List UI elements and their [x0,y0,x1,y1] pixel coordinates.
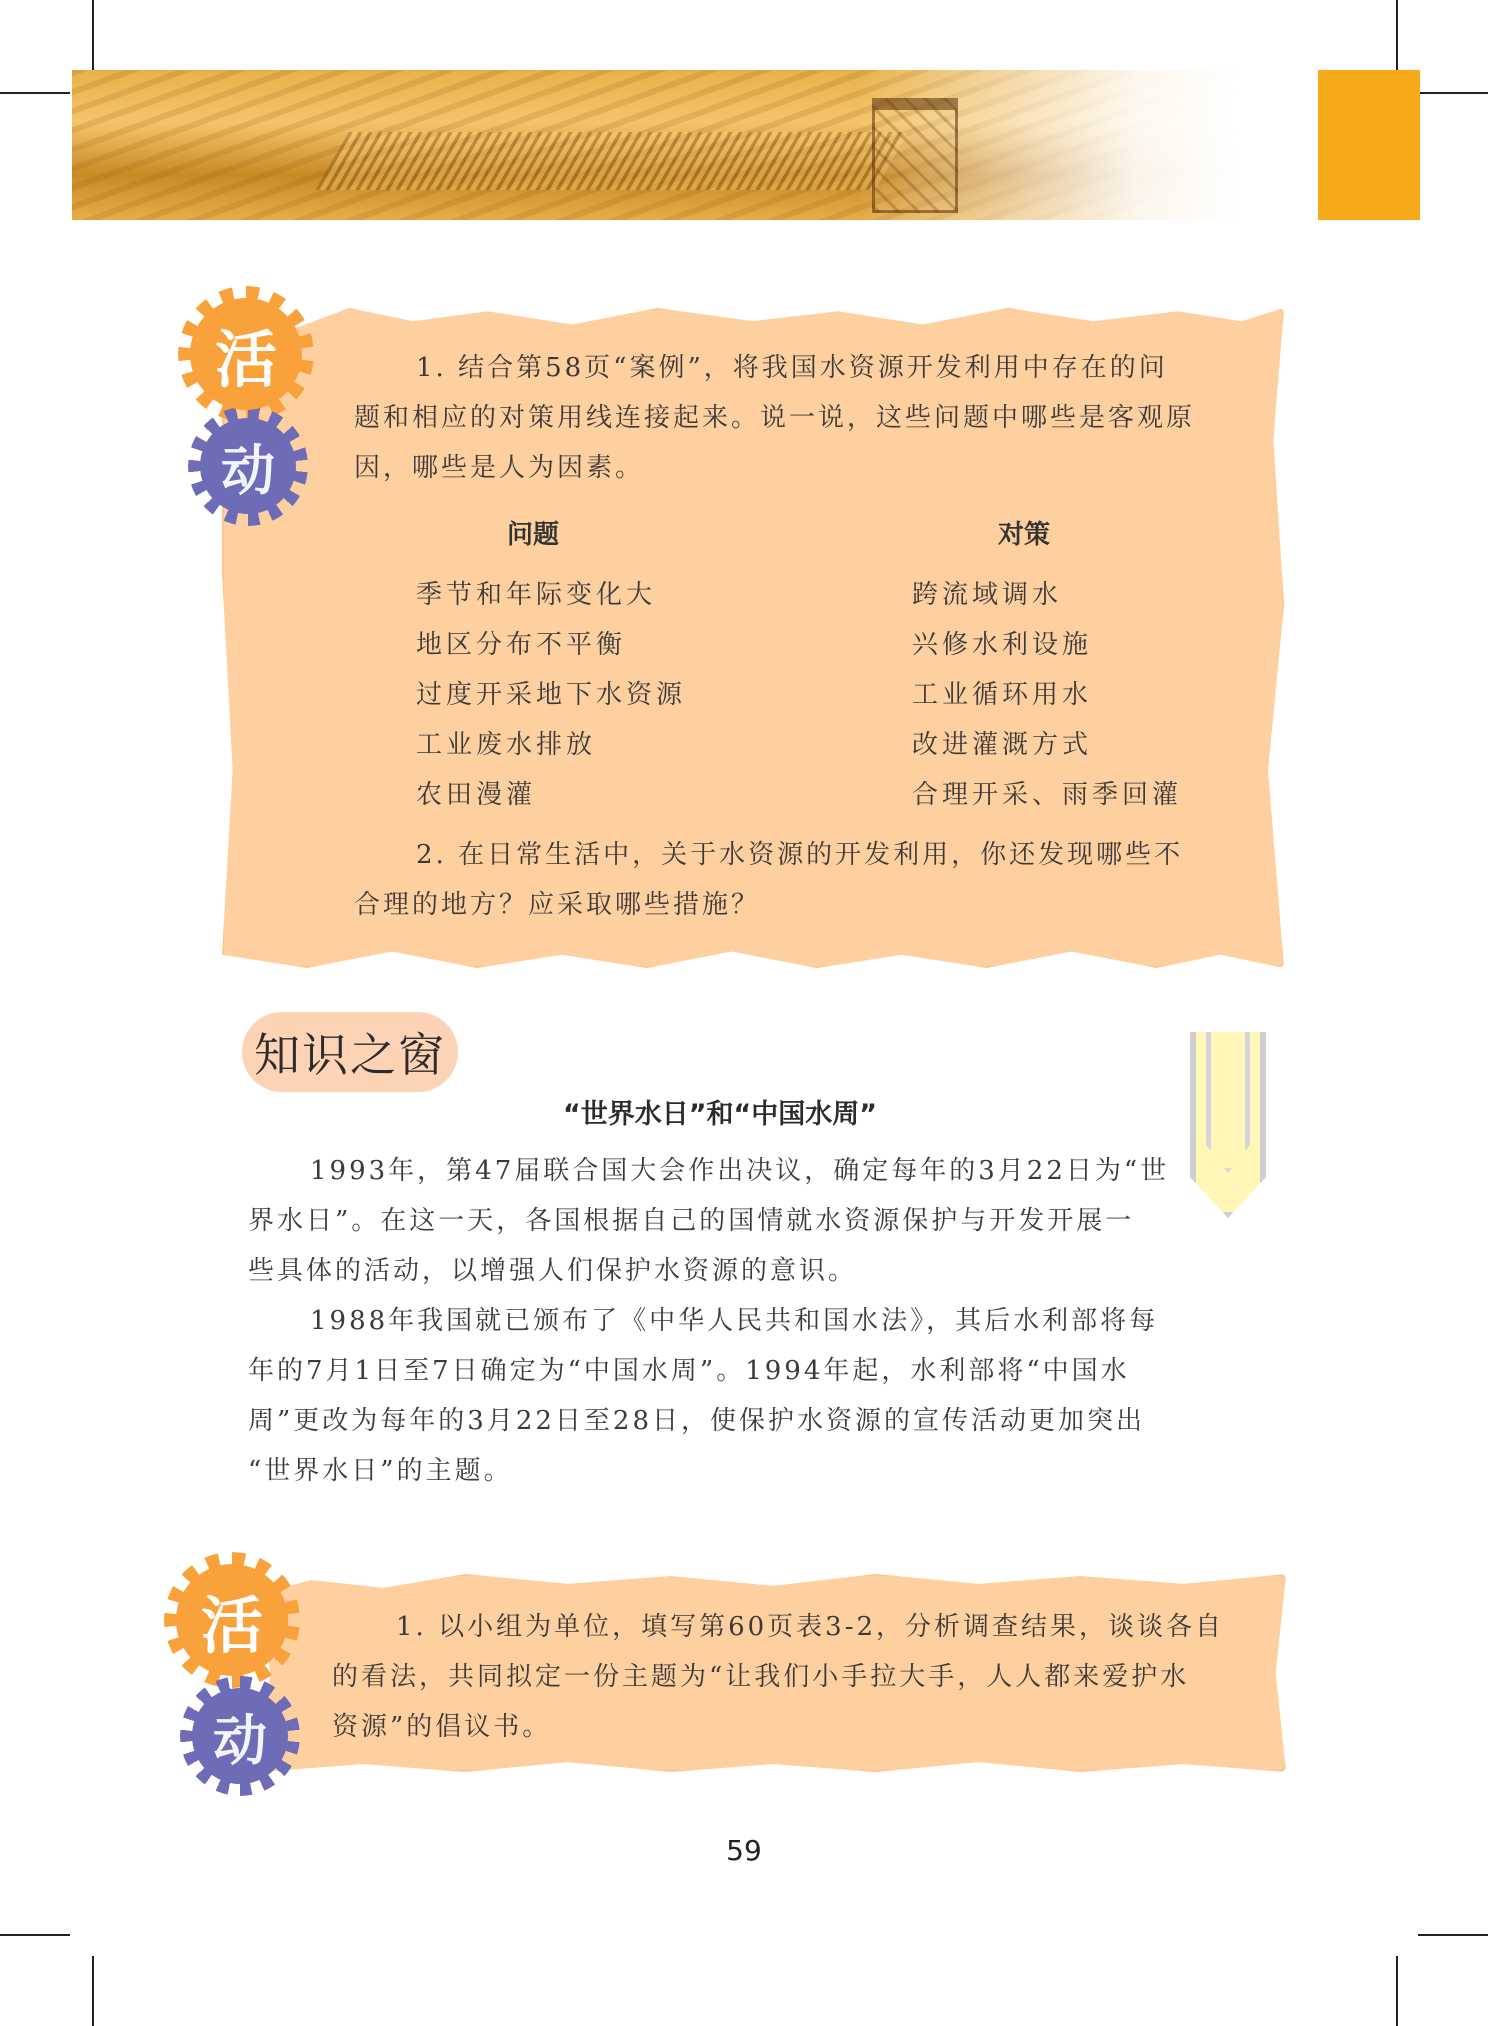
problem-item[interactable]: 地区分布不平衡 [416,630,627,660]
crop-mark-tr-v [1396,0,1398,70]
problem-item[interactable]: 季节和年际变化大 [416,580,657,610]
activity1-q2-line1: 2. 在日常生活中，关于水资源的开发利用，你还发现哪些不 [416,840,1184,870]
crop-mark-tl-h [0,92,70,94]
solution-item[interactable]: 合理开采、雨季回灌 [912,780,1183,810]
knowledge-p1-line3: 些具体的活动，以增强人们保护水资源的意识。 [248,1256,858,1286]
activity2-line1: 1. 以小组为单位，填写第60页表3-2，分析调查结果，谈谈各自 [396,1612,1225,1642]
tower-illustration [872,98,958,213]
header-banner-photo [72,70,1338,220]
dam-illustration [315,132,908,190]
bookmark-icon [1190,1032,1266,1218]
activity1-q1-line3: 因，哪些是人为因素。 [354,453,645,483]
gear-icon-purple [200,418,296,514]
solution-item[interactable]: 兴修水利设施 [912,630,1093,660]
problem-item[interactable]: 过度开采地下水资源 [416,680,687,710]
knowledge-window-badge: 知识之窗 [242,1012,458,1092]
knowledge-p1-line1: 1993年，第47届联合国大会作出决议，确定每年的3月22日为“世 [310,1156,1170,1186]
column-header-solution: 对策 [998,520,1051,550]
solution-item[interactable]: 工业循环用水 [912,680,1093,710]
activity1-q1-line1: 1. 结合第58页“案例”，将我国水资源开发利用中存在的问 [416,353,1168,383]
gear-icon-orange [176,1564,288,1676]
knowledge-p2-line3: 周”更改为每年的3月22日至28日，使保护水资源的宣传活动更加突出 [248,1406,1146,1436]
knowledge-p2-line1: 1988年我国就已颁布了《中华人民共和国水法》，其后水利部将每 [310,1306,1159,1336]
crop-mark-br-v [1396,1956,1398,2026]
gear-label-huo: 活 [214,322,277,396]
knowledge-title: “世界水日”和“中国水周” [563,1099,877,1130]
activity2-line3: 资源”的倡议书。 [332,1712,552,1742]
crop-mark-tl-v [92,0,94,70]
gear-label-huo: 活 [200,1588,263,1662]
page-number: 59 [726,1834,762,1867]
knowledge-p1-line2: 界水日”。在这一天，各国根据自己的国情就水资源保护与开发开展一 [248,1206,1135,1236]
crop-mark-tr-h [1418,92,1488,94]
crop-mark-bl-v [92,1956,94,2026]
crop-mark-br-h [1418,1934,1488,1936]
problem-item[interactable]: 工业废水排放 [416,730,597,760]
activity1-q1-line2: 题和相应的对策用线连接起来。说一说，这些问题中哪些是客观原 [354,403,1196,433]
activity2-line2: 的看法，共同拟定一份主题为“让我们小手拉大手，人人都来爱护水 [332,1662,1190,1692]
knowledge-p2-line2: 年的7月1日至7日确定为“中国水周”。1994年起，水利部将“中国水 [248,1356,1130,1386]
gear-icon-purple [192,1688,288,1784]
chapter-tab [1318,70,1420,220]
column-header-problem: 问题 [507,520,560,550]
gear-label-dong: 动 [221,438,275,502]
problem-item[interactable]: 农田漫灌 [416,780,537,810]
solution-item[interactable]: 跨流域调水 [912,580,1063,610]
knowledge-p2-line4: “世界水日”的主题。 [248,1456,513,1486]
crop-mark-bl-h [0,1934,70,1936]
gear-label-dong: 动 [213,1708,267,1772]
solution-item[interactable]: 改进灌溉方式 [912,730,1093,760]
activity1-q2-line2: 合理的地方？应采取哪些措施？ [354,890,761,920]
gear-icon-orange [190,298,302,410]
